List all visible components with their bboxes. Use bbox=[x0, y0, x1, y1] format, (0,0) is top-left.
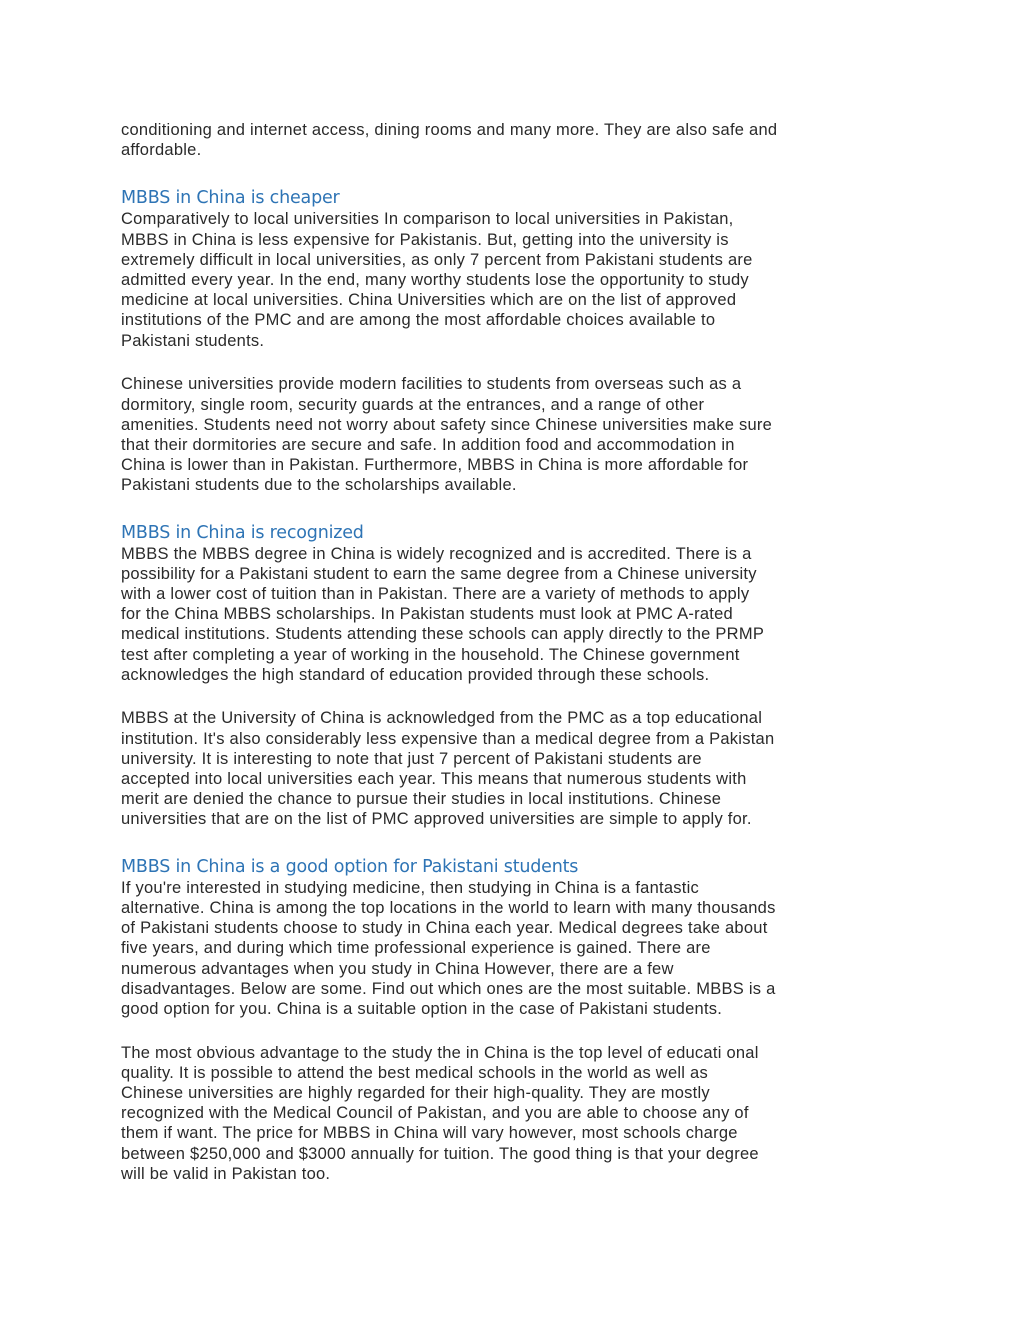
spacer bbox=[121, 685, 911, 709]
spacer bbox=[121, 160, 911, 187]
section-cheaper-paragraph-1: Comparatively to local universities In comparison to local universities in Pakistan, MBBS in China is less expensive for Pakistanis. But, getting into the university is extremely difficult in local universities, as only 7 percent from Pakistani students are admitted every year. In the end, many worthy students lose the opportunity to study medicine at local universities. China Universities which are on the list of approved institutions of the PMC and are among the most affordable choices available to Pakistani students. bbox=[121, 210, 753, 350]
spacer bbox=[121, 496, 911, 522]
section-recognized-paragraph-1: MBBS the MBBS degree in China is widely recognized and is accredited. There is a possibility for a Pakistani student to earn the same degree from a Chinese university with a lower cost of tuition than in Pakistan. There are a variety of methods to apply for the China MBBS scholarships. In Pakistan students must look at PMC A-rated medical institutions. Students attending these schools can apply directly to the PRMP test after completing a year of working in the household. The Chinese government acknowledges the high standard of education provided through these schools. bbox=[121, 544, 765, 684]
document-page bbox=[121, 120, 911, 1184]
spacer bbox=[121, 351, 911, 375]
section-heading-recognized: MBBS in China is recognized bbox=[121, 522, 364, 543]
intro-paragraph: conditioning and internet access, dining rooms and many more. They are also safe and affordable. bbox=[121, 121, 778, 160]
section-good-option-paragraph-2: The most obvious advantage to the study the in China is the top level of educati onal quality. It is possible to attend the best medical schools in the world as well as Chinese universities are highly regarded for their high-quality. They are mostly recognized with the Medical Council of Pakistan, and you are able to choose any of them if want. The price for MBBS in China will vary however, most schools charge between $250,000 and $3000 annually for tuition. The good thing is that your degree will be valid in Pakistan too. bbox=[121, 1043, 759, 1183]
section-cheaper-paragraph-2: Chinese universities provide modern facilities to students from overseas such as a dormitory, single room, security guards at the entrances, and a range of other amenities. Students need not worry about safety since Chinese universities make sure that their dormitories are secure and safe. In addition food and accommodation in China is lower than in Pakistan. Furthermore, MBBS in China is more affordable for Pakistani students due to the scholarships available. bbox=[121, 375, 773, 495]
section-heading-good-option: MBBS in China is a good option for Pakistani students bbox=[121, 856, 579, 877]
section-recognized-paragraph-2: MBBS at the University of China is acknowledged from the PMC as a top educational institution. It's also considerably less expensive than a medical degree from a Pakistan university. It is interesting to note that just 7 percent of Pakistani students are accepted into local universities each year. This means that numerous students with merit are denied the chance to pursue their studies in local institutions. Chinese universities that are on the list of PMC approved universities are simple to apply for. bbox=[121, 709, 775, 829]
section-heading-cheaper: MBBS in China is cheaper bbox=[121, 188, 340, 209]
section-good-option-paragraph-1: If you're interested in studying medicine, then studying in China is a fantastic alternative. China is among the top locations in the world to learn with many thousands of Pakistani students choose to study in China each year. Medical degrees take about five years, and during which time professional experience is gained. There are numerous advantages when you study in China However, there are a few disadvantages. Below are some. Find out which ones are the most suitable. MBBS is a good option for you. China is a suitable option in the case of Pakistani students. bbox=[121, 878, 776, 1018]
spacer bbox=[121, 1019, 911, 1043]
spacer bbox=[121, 830, 911, 856]
